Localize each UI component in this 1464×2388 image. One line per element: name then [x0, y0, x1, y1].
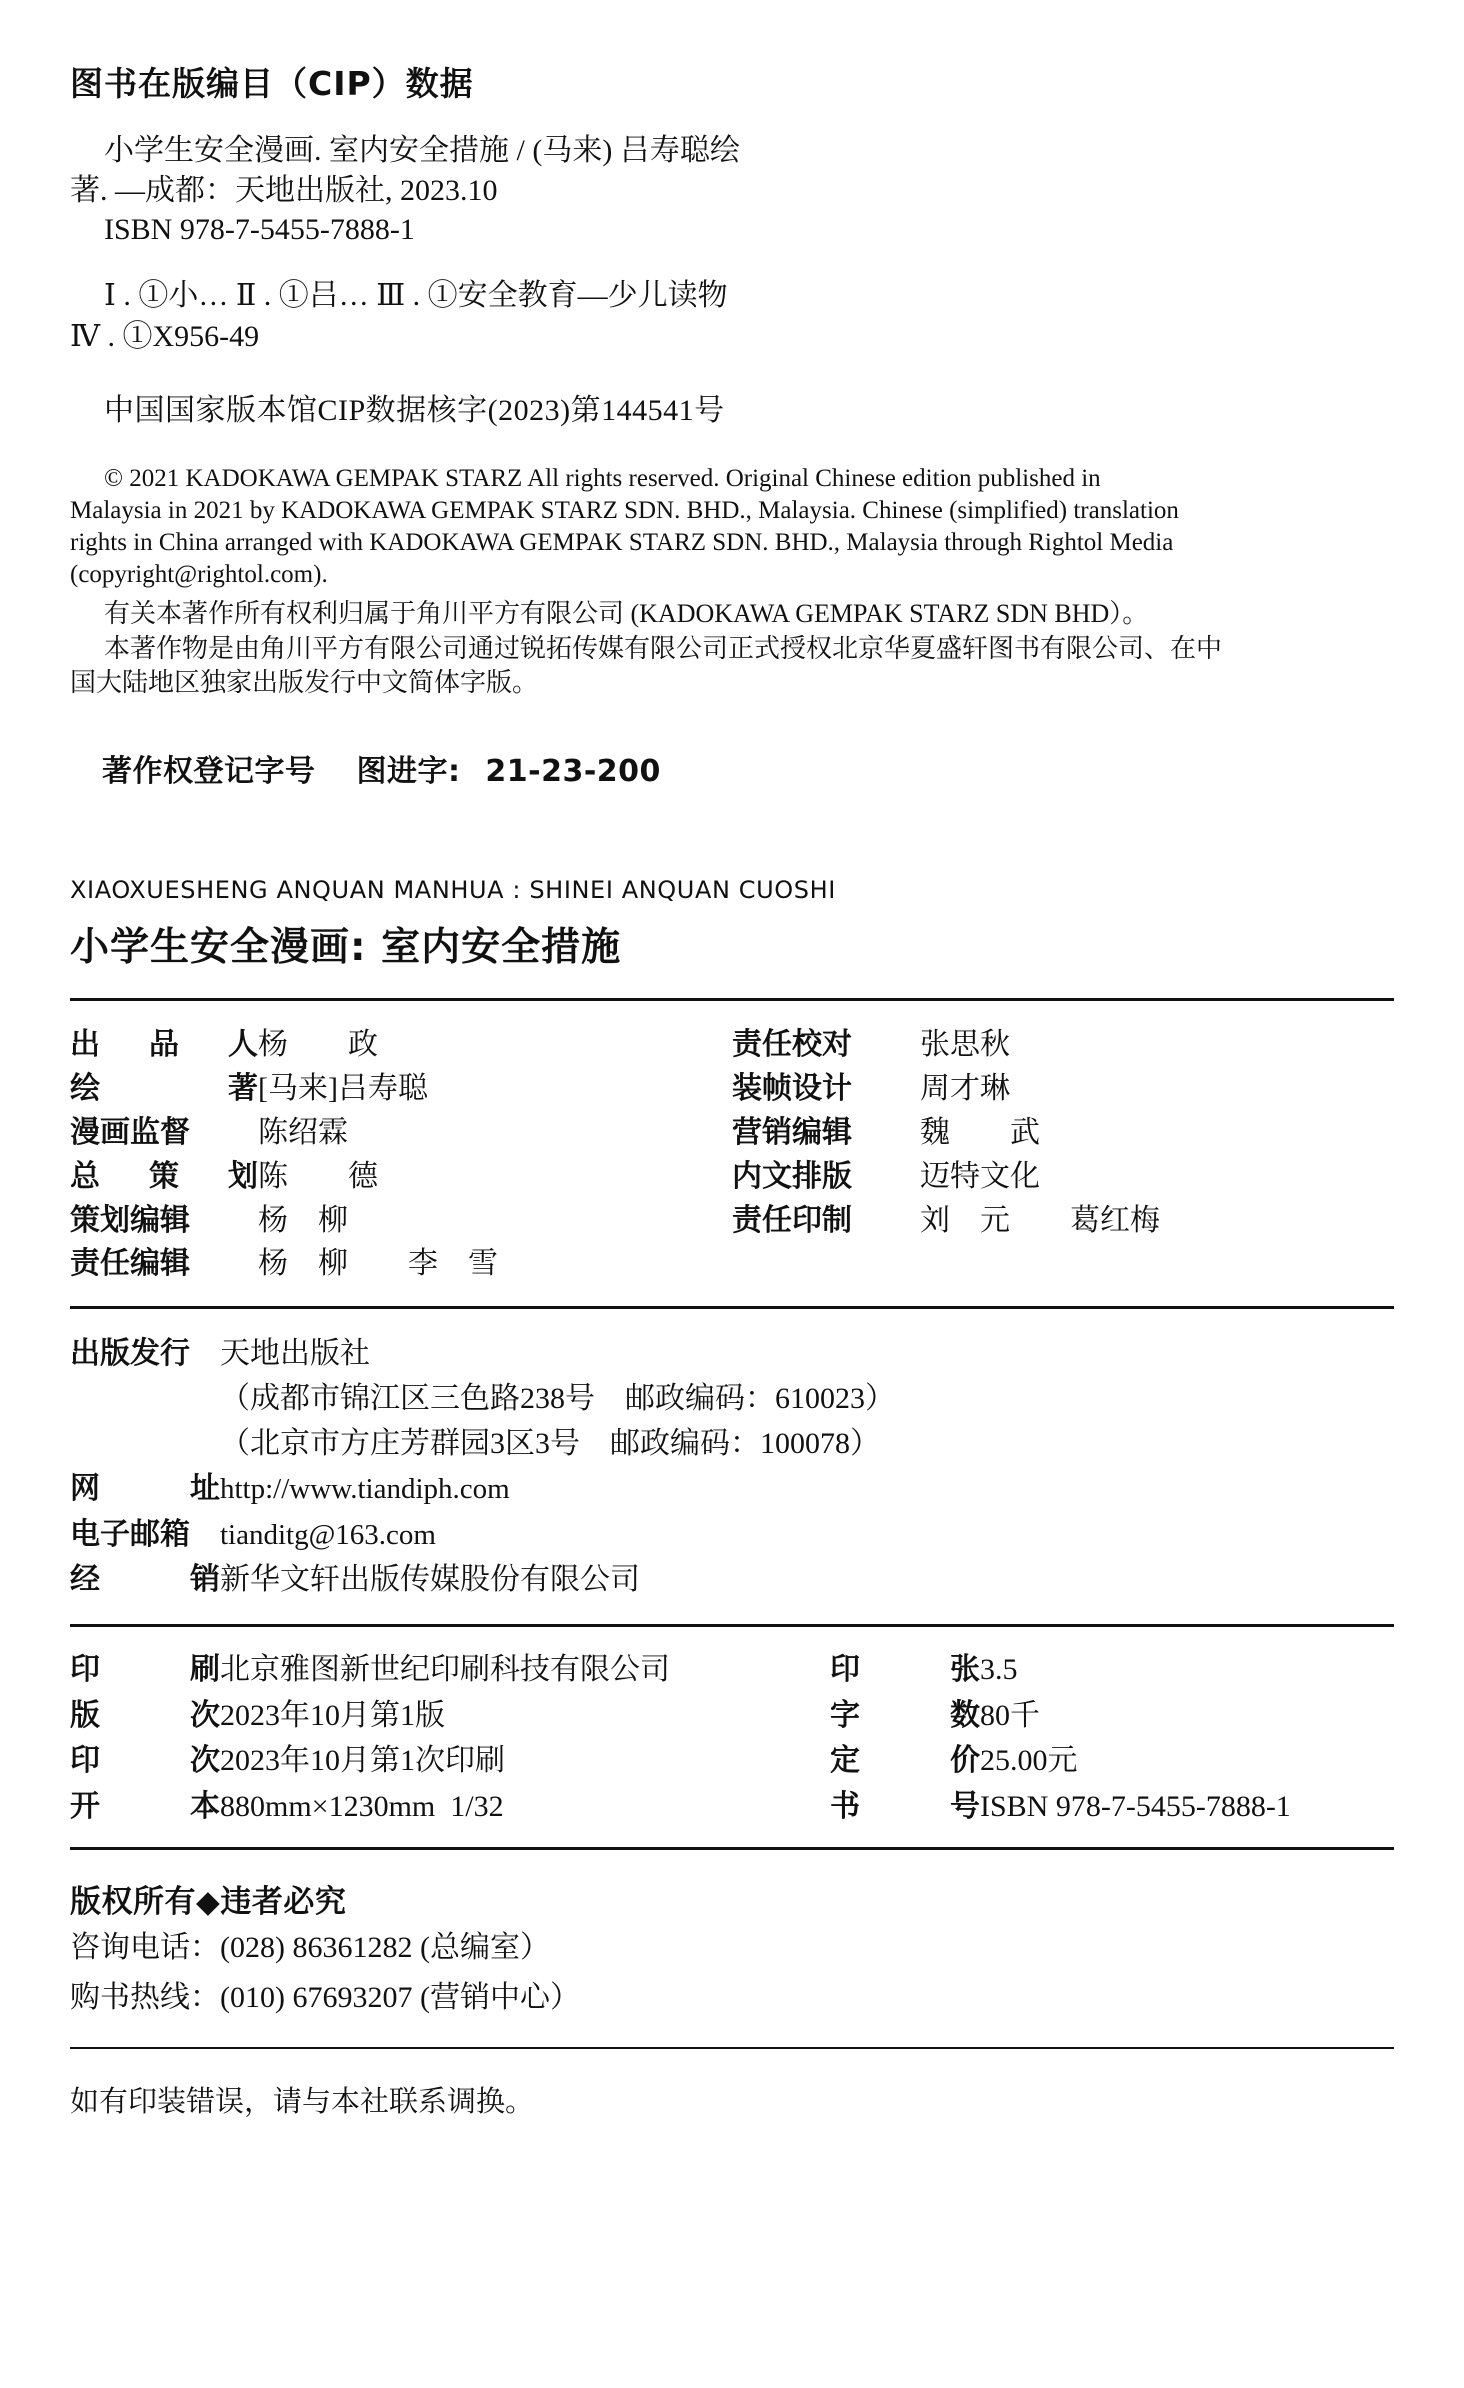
defect-exchange-note: 如有印装错误，请与本社联系调换。	[70, 2085, 535, 2118]
publisher-row	[70, 1512, 1394, 1558]
credit-name: 杨 柳	[258, 1203, 348, 1237]
spec-value: 880mm×1230mm 1/32	[220, 1789, 504, 1823]
divider-below-publisher	[70, 1624, 1394, 1627]
field-label: 定 价	[830, 1743, 980, 1779]
chinese-rights-line-2: 本著作物是由角川平方有限公司通过锐拓传媒有限公司正式授权北京华夏盛轩图书有限公司、在中	[104, 633, 1223, 663]
credits-right-column	[732, 1023, 1394, 1286]
copyright-warning: 版权所有◆违者必究	[70, 1884, 347, 1921]
publisher-row	[70, 1331, 1394, 1376]
field-label: 电子邮箱	[70, 1516, 190, 1552]
divider-above-credits	[70, 998, 1394, 1001]
cip-verification-number: 中国国家版本馆CIP数据核字(2023)第144541号	[104, 394, 725, 428]
cip-body	[70, 131, 1394, 250]
credit-row	[732, 1067, 1394, 1111]
field-label: 责任编辑	[70, 1246, 190, 1282]
registration-value: 21-23-200	[485, 754, 661, 790]
divider-below-specs	[70, 1847, 1394, 1850]
credit-name: 周才琳	[920, 1072, 1010, 1106]
spec-value: 25.00元	[980, 1744, 1078, 1778]
book-title: 小学生安全漫画: 室内安全措施	[70, 925, 622, 971]
cip-classification-line-2: Ⅳ . ①X956-49	[70, 319, 260, 353]
publisher-address: （北京市方庄芳群园3区3号 邮政编码：100078）	[220, 1427, 880, 1461]
spec-right-cell	[830, 1693, 1040, 1739]
credit-row	[732, 1155, 1394, 1199]
spec-row	[70, 1784, 1394, 1830]
credit-name: 张思秋	[920, 1028, 1010, 1062]
publisher-value: 新华文轩出版传媒股份有限公司	[220, 1563, 640, 1597]
cip-classification-line-1: Ⅰ . ①小… Ⅱ . ①吕… Ⅲ . ①安全教育—少儿读物	[104, 278, 728, 312]
credits-table	[70, 1023, 1394, 1286]
field-label: 策划编辑	[70, 1202, 190, 1238]
spec-left-cell	[70, 1738, 830, 1784]
credit-row	[70, 1242, 732, 1286]
english-rights-line-4: (copyright@rightol.com).	[70, 561, 328, 589]
spec-row	[70, 1738, 1394, 1784]
credit-name: 陈 德	[258, 1159, 378, 1193]
spec-left-cell	[70, 1693, 830, 1739]
field-label: 装帧设计	[732, 1071, 852, 1107]
credit-name: 魏 武	[920, 1115, 1040, 1149]
order-hotline-line: 购书热线：(010) 67693207 (营销中心）	[70, 1981, 580, 2015]
publisher-value: 天地出版社	[220, 1337, 370, 1371]
copyright-registration	[70, 746, 1394, 790]
spec-left-cell	[70, 1647, 830, 1693]
field-label: 印 张	[830, 1652, 980, 1688]
credit-name: 迈特文化	[920, 1159, 1040, 1193]
registration-key: 图进字:	[356, 754, 461, 790]
publisher-block	[70, 1331, 1394, 1602]
credits-left-column	[70, 1023, 732, 1286]
field-label: 绘 著	[70, 1071, 258, 1107]
field-label: 经 销	[70, 1562, 220, 1598]
spec-right-cell	[830, 1738, 1078, 1784]
spec-value: 2023年10月第1版	[220, 1698, 445, 1732]
field-label: 网 址	[70, 1471, 220, 1507]
spec-value: ISBN 978-7-5455-7888-1	[980, 1789, 1291, 1823]
registration-label: 著作权登记字号	[102, 754, 316, 790]
spec-value: 80千	[980, 1698, 1040, 1732]
credit-name: 刘 元 葛红梅	[920, 1203, 1160, 1237]
english-rights-line-1: © 2021 KADOKAWA GEMPAK STARZ All rights reserved. Original Chinese edition published in	[104, 465, 1101, 493]
field-label: 版 次	[70, 1697, 220, 1733]
field-label: 漫画监督	[70, 1114, 190, 1150]
credit-row	[70, 1067, 732, 1111]
field-label: 开 本	[70, 1788, 220, 1824]
credit-row	[70, 1155, 732, 1199]
publisher-row	[70, 1466, 1394, 1512]
credit-name: 陈绍霖	[258, 1115, 348, 1149]
field-label: 责任印制	[732, 1202, 852, 1238]
english-rights-line-3: rights in China arranged with KADOKAWA GEMPAK STARZ SDN. BHD., Malaysia through Rightol Media	[70, 529, 1174, 557]
spec-row	[70, 1693, 1394, 1739]
divider-above-note	[70, 2047, 1394, 2049]
cip-title-line: 小学生安全漫画. 室内安全措施 / (马来) 吕寿聪绘	[104, 134, 740, 167]
field-label: 出 品 人	[70, 1027, 258, 1063]
credit-row	[70, 1111, 732, 1155]
chinese-rights-line-3: 国大陆地区独家出版发行中文简体字版。	[70, 668, 539, 697]
credit-row	[70, 1199, 732, 1243]
spec-value: 3.5	[980, 1653, 1018, 1687]
divider-below-credits	[70, 1306, 1394, 1309]
cip-isbn: ISBN 978-7-5455-7888-1	[104, 213, 415, 247]
credit-name: 杨 政	[258, 1028, 378, 1062]
english-rights-line-2: Malaysia in 2021 by KADOKAWA GEMPAK STARZ SDN. BHD., Malaysia. Chinese (simplified) translation	[70, 497, 1179, 525]
cip-publisher-line: 著. —成都：天地出版社, 2023.10	[70, 173, 498, 207]
pinyin-title: XIAOXUESHENG ANQUAN MANHUA : SHINEI ANQUAN CUOSHI	[70, 876, 836, 905]
english-rights-block	[70, 463, 1320, 591]
field-label: 印 刷	[70, 1652, 220, 1688]
publisher-row	[70, 1557, 1394, 1602]
credit-row	[732, 1111, 1394, 1155]
credit-name: [马来]吕寿聪	[258, 1072, 428, 1106]
cip-heading: 图书在版编目（CIP）数据	[70, 64, 474, 103]
chinese-rights-line-1: 有关本著作所有权利归属于角川平方有限公司 (KADOKAWA GEMPAK STARZ SDN BHD）。	[104, 599, 1149, 629]
field-label: 总 策 划	[70, 1158, 258, 1194]
chinese-rights-block	[70, 597, 1340, 700]
spec-value: 北京雅图新世纪印刷科技有限公司	[220, 1653, 670, 1687]
spec-right-cell	[830, 1647, 1018, 1693]
field-label: 内文排版	[732, 1158, 852, 1194]
field-label: 营销编辑	[732, 1114, 852, 1150]
credit-name: 杨 柳 李 雪	[258, 1247, 498, 1281]
print-specs-table	[70, 1647, 1394, 1829]
field-label: 书 号	[830, 1788, 980, 1824]
spec-left-cell	[70, 1784, 830, 1830]
spec-right-cell	[830, 1784, 1291, 1830]
publisher-address: （成都市锦江区三色路238号 邮政编码：610023）	[220, 1382, 895, 1416]
consult-phone-line: 咨询电话：(028) 86361282 (总编室）	[70, 1931, 550, 1965]
publisher-value[interactable]: http://www.tiandiph.com	[220, 1473, 510, 1506]
spec-row	[70, 1647, 1394, 1693]
field-label: 字 数	[830, 1697, 980, 1733]
field-label: 责任校对	[732, 1027, 852, 1063]
publisher-value: tianditg@163.com	[220, 1518, 436, 1551]
credit-row	[732, 1199, 1394, 1243]
cip-classification	[70, 276, 1394, 358]
credit-row	[732, 1023, 1394, 1067]
field-label: 印 次	[70, 1743, 220, 1779]
credit-row	[70, 1023, 732, 1067]
spec-value: 2023年10月第1次印刷	[220, 1744, 505, 1778]
field-label: 出版发行	[70, 1336, 190, 1372]
